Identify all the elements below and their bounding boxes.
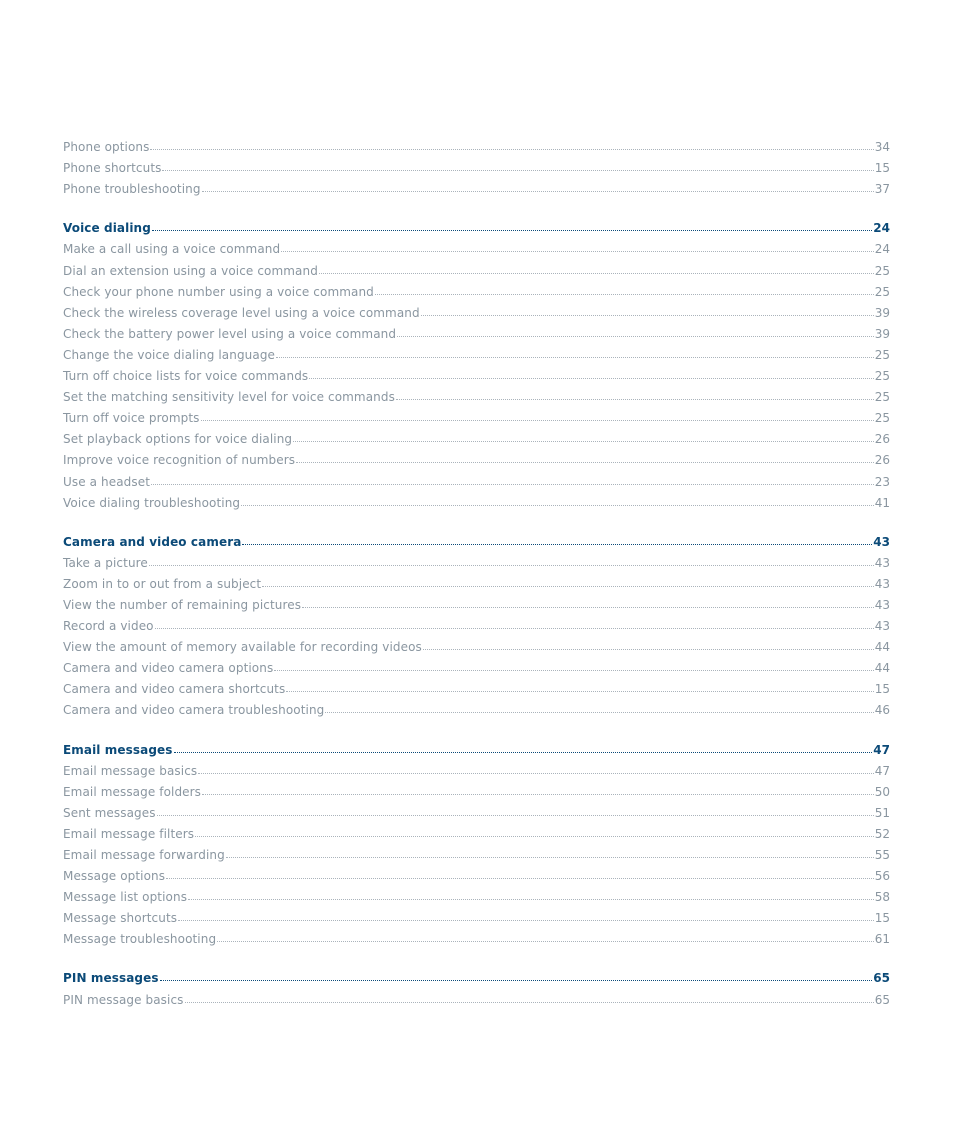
dot-leader (325, 712, 873, 713)
toc-entry-label: Dial an extension using a voice command (63, 263, 318, 278)
toc-entry-label: Phone options (63, 140, 150, 155)
toc-entry[interactable] (63, 903, 890, 924)
toc-entry-label: Zoom in to or out from a subject (63, 576, 262, 591)
toc-entry-label: Record a video (63, 619, 154, 634)
toc-entry-page-number: 37 (874, 182, 890, 197)
dot-leader (274, 670, 873, 671)
toc-entry[interactable] (63, 756, 890, 777)
toc-section (63, 527, 890, 717)
dot-leader (375, 294, 874, 295)
toc-entry[interactable] (63, 424, 890, 445)
toc-entry[interactable] (63, 361, 890, 382)
toc-entry-page-number: 15 (874, 682, 890, 697)
toc-entry-label: Message list options (63, 890, 188, 905)
toc-entry[interactable] (63, 298, 890, 319)
toc-entry-page-number: 25 (874, 263, 890, 278)
toc-entry-label: View the amount of memory available for recording videos (63, 640, 422, 655)
toc-entry-page-number: 39 (874, 305, 890, 320)
toc-entry-label: Message troubleshooting (63, 932, 217, 947)
toc-entry-label: Check the battery power level using a voice command (63, 326, 397, 341)
dot-leader (195, 836, 874, 837)
toc-entry[interactable] (63, 882, 890, 903)
toc-entry[interactable] (63, 819, 890, 840)
toc-entry-page-number: 15 (874, 161, 890, 176)
dot-leader (202, 191, 874, 192)
toc-entry[interactable] (63, 632, 890, 653)
toc-entry[interactable] (63, 798, 890, 819)
toc-entry-page-number: 47 (874, 763, 890, 778)
toc-entry[interactable] (63, 255, 890, 276)
dot-leader (286, 691, 873, 692)
toc-heading[interactable] (63, 734, 890, 755)
toc-heading-label: Email messages (63, 742, 173, 757)
dot-leader (185, 1002, 874, 1003)
toc-entry[interactable] (63, 445, 890, 466)
dot-leader (319, 273, 874, 274)
toc-entry-page-number: 26 (874, 432, 890, 447)
dot-leader (149, 565, 874, 566)
toc-entry-page-number: 43 (874, 576, 890, 591)
toc-entry[interactable] (63, 590, 890, 611)
toc-section (63, 132, 890, 195)
dot-leader (157, 815, 874, 816)
toc-heading-label: Camera and video camera (63, 534, 242, 549)
toc-heading-page-number: 65 (873, 971, 890, 986)
toc-entry-label: Turn off choice lists for voice commands (63, 369, 309, 384)
toc-heading-label: PIN messages (63, 971, 159, 986)
toc-heading-page-number: 24 (873, 221, 890, 236)
toc-entry-label: Improve voice recognition of numbers (63, 453, 296, 468)
dot-leader (296, 462, 874, 463)
toc-entry-label: Phone shortcuts (63, 161, 162, 176)
toc-entry-page-number: 25 (874, 347, 890, 362)
toc-heading-label: Voice dialing (63, 221, 151, 236)
toc-section (63, 213, 890, 508)
toc-entry-label: View the number of remaining pictures (63, 597, 302, 612)
dot-leader (397, 336, 874, 337)
toc-entry[interactable] (63, 548, 890, 569)
dot-leader (276, 357, 874, 358)
toc-entry[interactable] (63, 403, 890, 424)
toc-entry-label: Change the voice dialing language (63, 347, 276, 362)
dot-leader (202, 794, 874, 795)
dot-leader (198, 773, 873, 774)
toc-entry-page-number: 34 (874, 140, 890, 155)
toc-entry-page-number: 39 (874, 326, 890, 341)
toc-entry-label: Message options (63, 869, 166, 884)
dot-leader (155, 628, 874, 629)
dot-leader (160, 980, 873, 981)
dot-leader (188, 899, 874, 900)
toc-entry-label: Email message basics (63, 763, 198, 778)
toc-entry-page-number: 23 (874, 474, 890, 489)
dot-leader (423, 649, 874, 650)
toc-entry-page-number: 44 (874, 640, 890, 655)
toc-entry-label: Message shortcuts (63, 911, 178, 926)
toc-entry[interactable] (63, 466, 890, 487)
toc-entry-page-number: 65 (874, 992, 890, 1007)
toc-entry-label: Check your phone number using a voice command (63, 284, 374, 299)
toc-entry[interactable] (63, 569, 890, 590)
toc-entry-page-number: 52 (874, 826, 890, 841)
toc-entry-page-number: 61 (874, 932, 890, 947)
dot-leader (151, 484, 874, 485)
toc-entry-label: Phone troubleshooting (63, 182, 201, 197)
toc-heading-page-number: 43 (873, 534, 890, 549)
toc-entry[interactable] (63, 234, 890, 255)
dot-leader (396, 399, 874, 400)
toc-entry-label: Camera and video camera options (63, 661, 274, 676)
dot-leader (174, 752, 873, 753)
dot-leader (150, 149, 873, 150)
toc-entry-page-number: 43 (874, 619, 890, 634)
toc-entry-page-number: 58 (874, 890, 890, 905)
toc-entry[interactable] (63, 153, 890, 174)
toc-entry[interactable] (63, 653, 890, 674)
toc-entry[interactable] (63, 488, 890, 509)
dot-leader (293, 441, 874, 442)
toc-entry-label: Make a call using a voice command (63, 242, 281, 257)
toc-heading[interactable] (63, 527, 890, 548)
dot-leader (178, 920, 874, 921)
dot-leader (309, 378, 873, 379)
toc-entry-page-number: 43 (874, 555, 890, 570)
toc-entry-page-number: 15 (874, 911, 890, 926)
toc-heading[interactable] (63, 213, 890, 234)
toc-entry[interactable] (63, 174, 890, 195)
toc-entry[interactable] (63, 984, 890, 1005)
toc-entry[interactable] (63, 382, 890, 403)
toc-entry-label: Voice dialing troubleshooting (63, 495, 241, 510)
toc-section (63, 963, 890, 1005)
dot-leader (241, 505, 874, 506)
dot-leader (226, 857, 874, 858)
toc-entry[interactable] (63, 695, 890, 716)
dot-leader (242, 544, 872, 545)
toc-entry-page-number: 55 (874, 848, 890, 862)
toc-entry-page-number: 50 (874, 784, 890, 799)
toc-entry[interactable] (63, 132, 890, 153)
toc-heading[interactable] (63, 963, 890, 984)
toc-entry-label: Camera and video camera troubleshooting (63, 703, 325, 718)
toc-entry[interactable] (63, 924, 890, 945)
dot-leader (302, 607, 874, 608)
table-of-contents (63, 132, 890, 1024)
toc-entry-label: Check the wireless coverage level using a voice command (63, 305, 420, 320)
toc-entry-page-number: 25 (874, 284, 890, 299)
toc-entry-label: Email message filters (63, 826, 195, 841)
toc-entry-page-number: 41 (874, 495, 890, 510)
toc-entry-label: Camera and video camera shortcuts (63, 682, 286, 697)
toc-entry-label: Set the matching sensitivity level for voice commands (63, 390, 395, 405)
toc-entry-label: Turn off voice prompts (63, 411, 200, 426)
toc-entry[interactable] (63, 340, 890, 361)
toc-entry[interactable] (63, 861, 890, 882)
dot-leader (162, 170, 873, 171)
toc-entry-label: PIN message basics (63, 992, 184, 1007)
toc-entry[interactable] (63, 840, 890, 861)
toc-entry-page-number: 24 (874, 242, 890, 257)
toc-entry-label: Sent messages (63, 805, 156, 820)
toc-section (63, 734, 890, 945)
toc-entry-page-number: 56 (874, 869, 890, 884)
dot-leader (281, 251, 874, 252)
toc-entry-label: Take a picture (63, 555, 148, 570)
toc-entry[interactable] (63, 277, 890, 298)
toc-entry-page-number: 51 (874, 805, 890, 820)
dot-leader (201, 420, 874, 421)
toc-heading-page-number: 47 (873, 742, 890, 757)
toc-entry-page-number: 46 (874, 703, 890, 718)
toc-entry[interactable] (63, 777, 890, 798)
toc-entry[interactable] (63, 611, 890, 632)
toc-entry-label: Email message forwarding (63, 848, 225, 862)
toc-entry-page-number: 25 (874, 390, 890, 405)
dot-leader (421, 315, 874, 316)
dot-leader (166, 878, 874, 879)
toc-entry-label: Email message folders (63, 784, 202, 799)
toc-entry-label: Set playback options for voice dialing (63, 432, 293, 447)
toc-entry[interactable] (63, 674, 890, 695)
toc-entry-page-number: 25 (874, 369, 890, 384)
toc-entry-page-number: 44 (874, 661, 890, 676)
toc-entry-label: Use a headset (63, 474, 150, 489)
dot-leader (152, 230, 872, 231)
toc-entry-page-number: 43 (874, 597, 890, 612)
toc-entry-page-number: 26 (874, 453, 890, 468)
toc-entry[interactable] (63, 319, 890, 340)
toc-entry-page-number: 25 (874, 411, 890, 426)
dot-leader (217, 941, 874, 942)
dot-leader (262, 586, 874, 587)
